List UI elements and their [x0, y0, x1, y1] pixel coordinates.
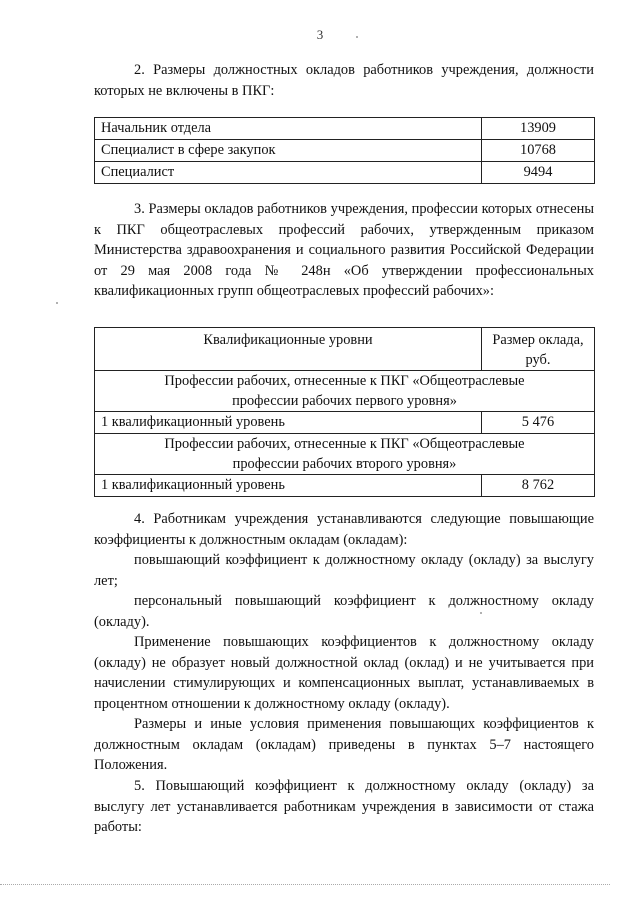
section-4-paragraph-5: Размеры и иные условия применения повышающих коэффициентов к должностным окладам (окладам) приведены в пунктах 5–7 настоящего Положения. [94, 716, 594, 773]
table-row [95, 162, 595, 184]
section-2-text: 2. Размеры должностных окладов работников учреждения, должности которых не включены в ПКГ: [94, 62, 594, 99]
qualification-level: 1 квалификационный уровень [95, 475, 482, 497]
salary-value: 13909 [482, 118, 595, 140]
header-qualification-levels: Квалификационные уровни [95, 328, 482, 371]
table-header-row [95, 328, 595, 371]
table-row [95, 118, 595, 140]
table-row [95, 475, 595, 497]
positions-salary-table [94, 117, 595, 184]
scan-edge-line [0, 884, 610, 885]
salary-value: 10768 [482, 140, 595, 162]
group-second-level: Профессии рабочих, отнесенные к ПКГ «Общеотраслевые профессии рабочих второго уровня» [95, 434, 595, 475]
salary-value: 8 762 [482, 475, 595, 497]
table-group-row [95, 434, 595, 475]
scan-speck [356, 36, 358, 38]
salary-value: 9494 [482, 162, 595, 184]
scan-speck [480, 612, 482, 614]
table-group-row [95, 371, 595, 412]
section-5-paragraph-1: 5. Повышающий коэффициент к должностному окладу (окладу) за выслугу лет устанавливается работникам учреждения в зависимости от стажа работы: [94, 778, 594, 835]
position-name: Специалист [95, 162, 482, 184]
page-number: 3 [316, 27, 324, 42]
position-name: Специалист в сфере закупок [95, 140, 482, 162]
header-salary-size: Размер оклада, руб. [482, 328, 595, 371]
qualification-level: 1 квалификационный уровень [95, 412, 482, 434]
group-first-level: Профессии рабочих, отнесенные к ПКГ «Общеотраслевые профессии рабочих первого уровня» [95, 371, 595, 412]
section-3-text: 3. Размеры окладов работников учреждения, профессии которых отнесены к ПКГ общеотраслевых профессий рабочих, утвержденным приказом Министерства здравоохранения и социального развития Российской Федерации от 29 мая 2008 года № 248н «Об утверждении профессиональных квалификационных групп общеотраслевых профессий рабочих»: [94, 201, 594, 299]
table-row [95, 412, 595, 434]
section-4-paragraph-3: персональный повышающий коэффициент к должностному окладу (окладу). [94, 593, 594, 630]
section-4-paragraph-4: Применение повышающих коэффициентов к должностному окладу (окладу) не образует новый должностной оклад (оклад) и не учитывается при начислении стимулирующих и компенсационных выплат, устанавливаемых в процентном отношении к должностному окладу (окладу). [94, 634, 594, 712]
table-row [95, 140, 595, 162]
position-name: Начальник отдела [95, 118, 482, 140]
salary-value: 5 476 [482, 412, 595, 434]
scan-speck [56, 302, 58, 304]
section-4-paragraph-1: 4. Работникам учреждения устанавливаются следующие повышающие коэффициенты к должностным окладам (окладам): [94, 511, 594, 548]
section-4-paragraph-2: повышающий коэффициент к должностному окладу (окладу) за выслугу лет; [94, 552, 594, 589]
qualification-levels-table [94, 327, 595, 497]
